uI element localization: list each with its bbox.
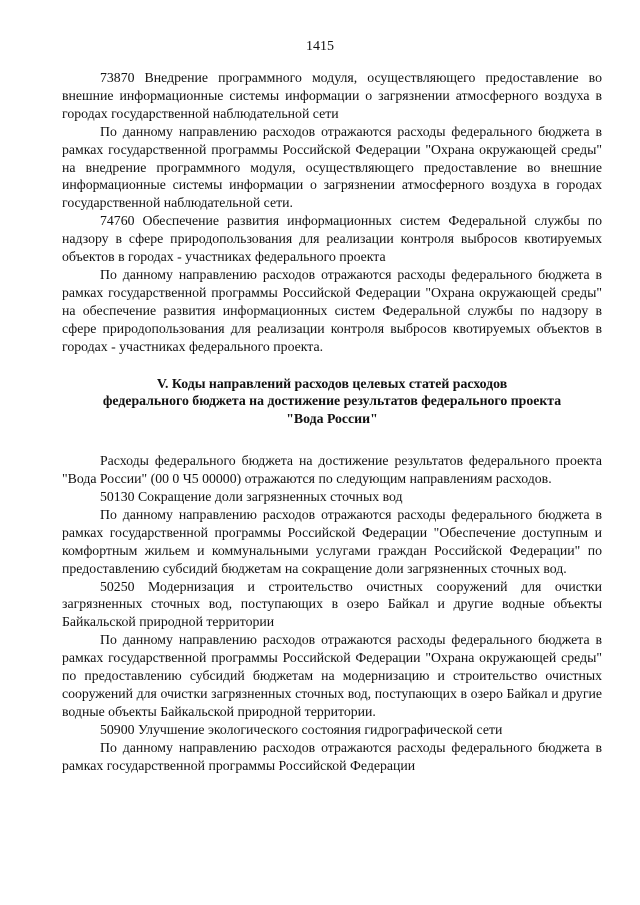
- paragraph: По данному направлению расходов отражаются расходы федерального бюджета в рамках государственной программы Российской Федерации "Охрана окружающей среды" по предоставлению субсидий бюджетам на модернизацию и строительство очистных сооружений для очистки загрязненных сточных вод, поступающих в озеро Байкал и другие водные объекты Байкальской природной территории.: [62, 632, 602, 719]
- section-heading-line: федерального бюджета на достижение результатов федерального проекта: [102, 393, 562, 409]
- paragraph: 73870 Внедрение программного модуля, осуществляющего предоставление во внешние информационные системы информации о загрязнении атмосферного воздуха в городах государственной наблюдательной сети: [62, 70, 602, 121]
- paragraph: По данному направлению расходов отражаются расходы федерального бюджета в рамках государственной программы Российской Федерации "Охрана окружающей среды" на внедрение программного модуля, осуществляющего предоставление во внешние информационные системы информации о загрязнении атмосферного воздуха в городах государственной наблюдательной сети.: [62, 123, 602, 211]
- section-heading: [62, 375, 602, 429]
- paragraph: 74760 Обеспечение развития информационных систем Федеральной службы по надзору в сфере природопользования для реализации контроля выбросов квотируемых объектов в городах - участниках федерального проекта: [62, 213, 602, 265]
- paragraph: 50900 Улучшение экологического состояния гидрографической сети: [100, 721, 503, 737]
- paragraph: По данному направлению расходов отражаются расходы федерального бюджета в рамках государственной программы Российской Федерации "Охрана окружающей среды" на обеспечение развития информационных систем Федеральной службы по надзору в сфере природопользования для реализации контроля выбросов квотируемых объектов в городах - участниках федерального проекта.: [62, 266, 602, 354]
- paragraph: По данному направлению расходов отражаются расходы федерального бюджета в рамках государственной программы Российской Федерации "Обеспечение доступным и комфортным жильем и коммунальными услугами граждан Российской Федерации" по предоставлению субсидий бюджетам на сокращение доли загрязненных сточных вод.: [62, 506, 602, 576]
- document-body: [62, 69, 602, 775]
- paragraph: 50250 Модернизация и строительство очистных сооружений для очистки загрязненных сточных вод, поступающих в озеро Байкал и другие водные объекты Байкальской природной территории: [62, 578, 602, 630]
- section-heading-line: "Вода России": [286, 411, 378, 427]
- section-heading-line: V. Коды направлений расходов целевых статей расходов: [156, 375, 508, 391]
- page-number: 1415: [306, 39, 334, 54]
- paragraph: Расходы федерального бюджета на достижение результатов федерального проекта "Вода России" (00 0 Ч5 00000) отражаются по следующим направлениям расходов.: [62, 453, 602, 487]
- paragraph: По данному направлению расходов отражаются расходы федерального бюджета в рамках государственной программы Российской Федерации: [62, 739, 602, 773]
- paragraph: 50130 Сокращение доли загрязненных сточных вод: [100, 489, 403, 505]
